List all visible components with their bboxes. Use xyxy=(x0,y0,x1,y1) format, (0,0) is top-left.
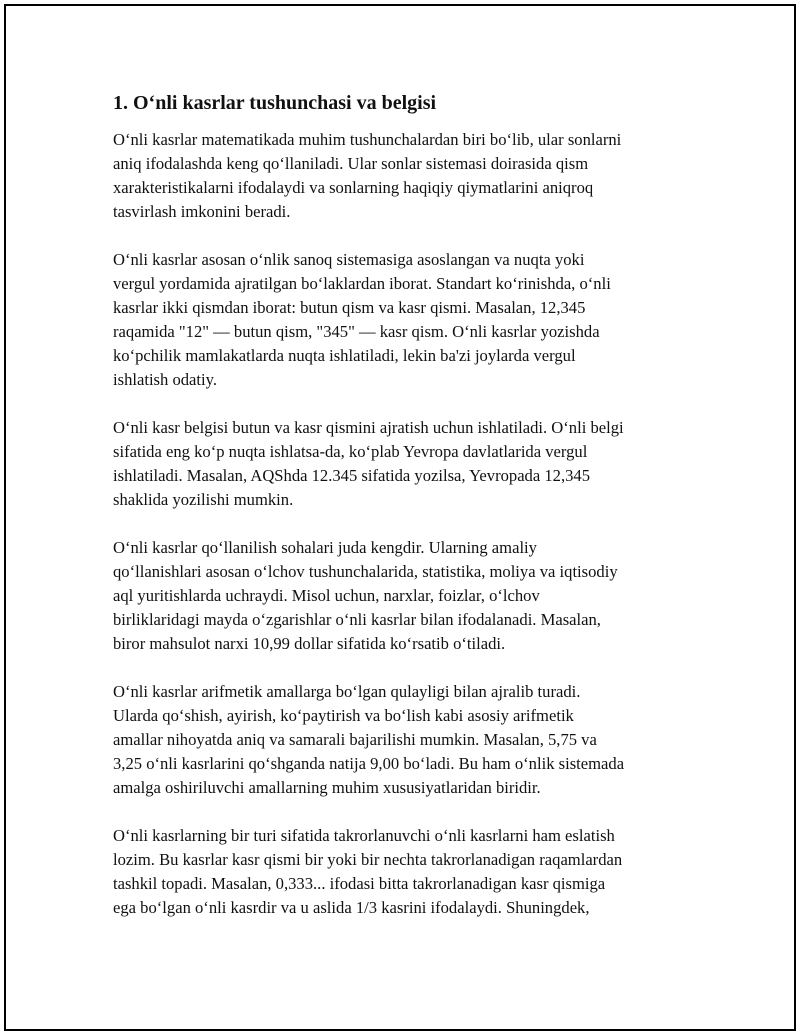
paragraph xyxy=(113,128,693,224)
paragraph-line: tashkil topadi. Masalan, 0,333... ifodasi bitta takrorlanadigan kasr qismiga xyxy=(113,874,606,893)
paragraph-line: biror mahsulot narxi 10,99 dollar sifatida ko‘rsatib o‘tiladi. xyxy=(113,634,506,653)
paragraph-line: lozim. Bu kasrlar kasr qismi bir yoki bir nechta takrorlanadigan raqamlardan xyxy=(113,850,623,869)
paragraph-line: xarakteristikalarni ifodalaydi va sonlarning haqiqiy qiymatlarini aniqroq xyxy=(113,178,594,197)
paragraph-line: ega bo‘lgan o‘nli kasrdir va u aslida 1/3 kasrini ifodalaydi. Shuningdek, xyxy=(113,898,590,917)
paragraph-line: O‘nli kasrlar arifmetik amallarga bo‘lgan qulayligi bilan ajralib turadi. xyxy=(113,682,581,701)
paragraph-line: O‘nli kasrlar matematikada muhim tushunchalardan biri bo‘lib, ular sonlarni xyxy=(113,130,622,149)
paragraph-line: shaklida yozilishi mumkin. xyxy=(113,490,294,509)
paragraph-line: O‘nli kasrlarning bir turi sifatida takrorlanuvchi o‘nli kasrlarni ham eslatish xyxy=(113,826,615,845)
paragraph-line: amalga oshiriluvchi amallarning muhim xususiyatlaridan biridir. xyxy=(113,778,541,797)
paragraph-line: qo‘llanishlari asosan o‘lchov tushunchalarida, statistika, moliya va iqtisodiy xyxy=(113,562,618,581)
paragraph-line: ishlatiladi. Masalan, AQShda 12.345 sifatida yozilsa, Yevropada 12,345 xyxy=(113,466,591,485)
paragraph xyxy=(113,248,693,392)
paragraph-line: amallar nihoyatda aniq va samarali bajarilishi mumkin. Masalan, 5,75 va xyxy=(113,730,597,749)
paragraph-line: raqamida "12" — butun qism, "345" — kasr qism. O‘nli kasrlar yozishda xyxy=(113,322,600,341)
paragraph-line: tasvirlash imkonini beradi. xyxy=(113,202,291,221)
paragraph-line: Ularda qo‘shish, ayirish, ko‘paytirish va bo‘lish kabi asosiy arifmetik xyxy=(113,706,574,725)
document-body xyxy=(113,90,693,944)
section-heading: 1. O‘nli kasrlar tushunchasi va belgisi xyxy=(113,92,437,114)
paragraph-line: aql yuritishlarda uchraydi. Misol uchun, narxlar, foizlar, o‘lchov xyxy=(113,586,540,605)
paragraph xyxy=(113,416,693,512)
paragraph-line: O‘nli kasr belgisi butun va kasr qismini ajratish uchun ishlatiladi. O‘nli belgi xyxy=(113,418,624,437)
paragraph-line: vergul yordamida ajratilgan bo‘laklardan iborat. Standart ko‘rinishda, o‘nli xyxy=(113,274,611,293)
paragraph-line: sifatida eng ko‘p nuqta ishlatsa-da, ko‘plab Yevropa davlatlarida vergul xyxy=(113,442,588,461)
paragraph-line: kasrlar ikki qismdan iborat: butun qism va kasr qismi. Masalan, 12,345 xyxy=(113,298,586,317)
paragraph xyxy=(113,536,693,656)
paragraph-line: aniq ifodalashda keng qo‘llaniladi. Ular sonlar sistemasi doirasida qism xyxy=(113,154,589,173)
paragraph xyxy=(113,824,693,920)
paragraph-line: 3,25 o‘nli kasrlarini qo‘shganda natija 9,00 bo‘ladi. Bu ham o‘nlik sistemada xyxy=(113,754,625,773)
paragraph-line: O‘nli kasrlar asosan o‘nlik sanoq sistemasiga asoslangan va nuqta yoki xyxy=(113,250,585,269)
paragraph-line: O‘nli kasrlar qo‘llanilish sohalari juda kengdir. Ularning amaliy xyxy=(113,538,537,557)
paragraph-line: birliklaridagi mayda o‘zgarishlar o‘nli kasrlar bilan ifodalanadi. Masalan, xyxy=(113,610,601,629)
paragraph xyxy=(113,680,693,800)
paragraph-line: ko‘pchilik mamlakatlarda nuqta ishlatiladi, lekin ba'zi joylarda vergul xyxy=(113,346,576,365)
paragraph-list xyxy=(113,128,693,920)
paragraph-line: ishlatish odatiy. xyxy=(113,370,218,389)
